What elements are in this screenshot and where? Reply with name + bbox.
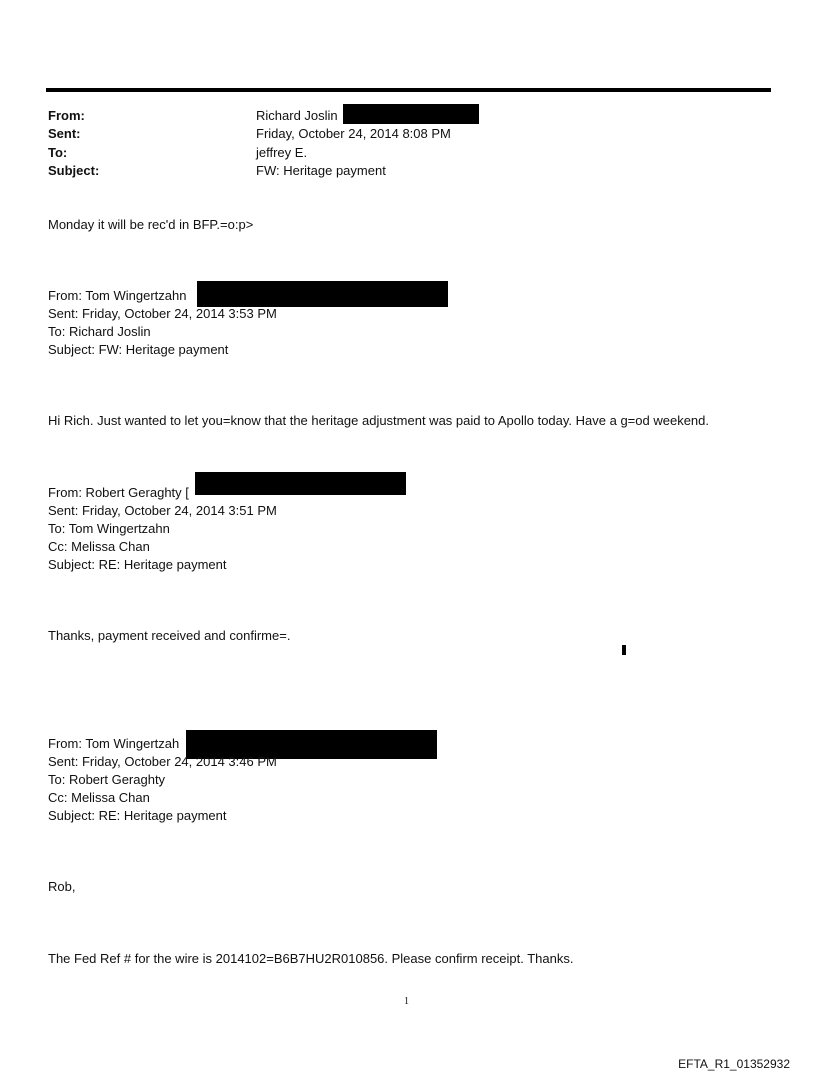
msg4-subject: Subject: RE: Heritage payment bbox=[48, 808, 227, 823]
msg2-subject: Subject: FW: Heritage payment bbox=[48, 342, 229, 357]
msg4-to: To: Robert Geraghty bbox=[48, 772, 166, 787]
redaction-box bbox=[343, 104, 479, 124]
header-rule bbox=[46, 88, 771, 92]
msg3-to: To: Tom Wingertzahn bbox=[48, 521, 170, 536]
from-value: Richard Joslin bbox=[256, 108, 338, 123]
msg3-sent: Sent: Friday, October 24, 2014 3:51 PM bbox=[48, 503, 277, 518]
msg2-from: From: Tom Wingertzahn bbox=[48, 288, 187, 303]
msg3-subject: Subject: RE: Heritage payment bbox=[48, 557, 227, 572]
page-number: 1 bbox=[404, 996, 409, 1007]
scan-mark bbox=[622, 645, 626, 655]
to-value: jeffrey E. bbox=[256, 145, 308, 160]
msg2-sent: Sent: Friday, October 24, 2014 3:53 PM bbox=[48, 306, 277, 321]
msg2-to: To: Richard Joslin bbox=[48, 324, 151, 339]
body-line: Monday it will be rec'd in BFP.=o:p> bbox=[48, 217, 254, 232]
redaction-box bbox=[197, 281, 448, 307]
msg3-body: Thanks, payment received and confirme=. bbox=[48, 628, 291, 643]
document-id: EFTA_R1_01352932 bbox=[678, 1057, 790, 1071]
msg4-from: From: Tom Wingertzah bbox=[48, 736, 180, 751]
msg2-body: Hi Rich. Just wanted to let you=know that the heritage adjustment was paid to Apollo today. Have a g=od weekend. bbox=[48, 413, 709, 428]
redaction-box bbox=[195, 472, 406, 495]
msg4-greeting: Rob, bbox=[48, 879, 76, 894]
msg3-cc: Cc: Melissa Chan bbox=[48, 539, 150, 554]
sent-value: Friday, October 24, 2014 8:08 PM bbox=[256, 126, 451, 141]
msg3-from: From: Robert Geraghty [ bbox=[48, 485, 189, 500]
msg4-sent: Sent: Friday, October 24, 2014 3:46 PM bbox=[48, 754, 277, 769]
subject-label: Subject: bbox=[48, 163, 100, 178]
from-label: From: bbox=[48, 108, 85, 123]
msg4-body: The Fed Ref # for the wire is 2014102=B6B7HU2R010856. Please confirm receipt. Thanks. bbox=[48, 951, 574, 966]
to-label: To: bbox=[48, 145, 68, 160]
msg4-cc: Cc: Melissa Chan bbox=[48, 790, 150, 805]
sent-label: Sent: bbox=[48, 126, 81, 141]
subject-value: FW: Heritage payment bbox=[256, 163, 386, 178]
